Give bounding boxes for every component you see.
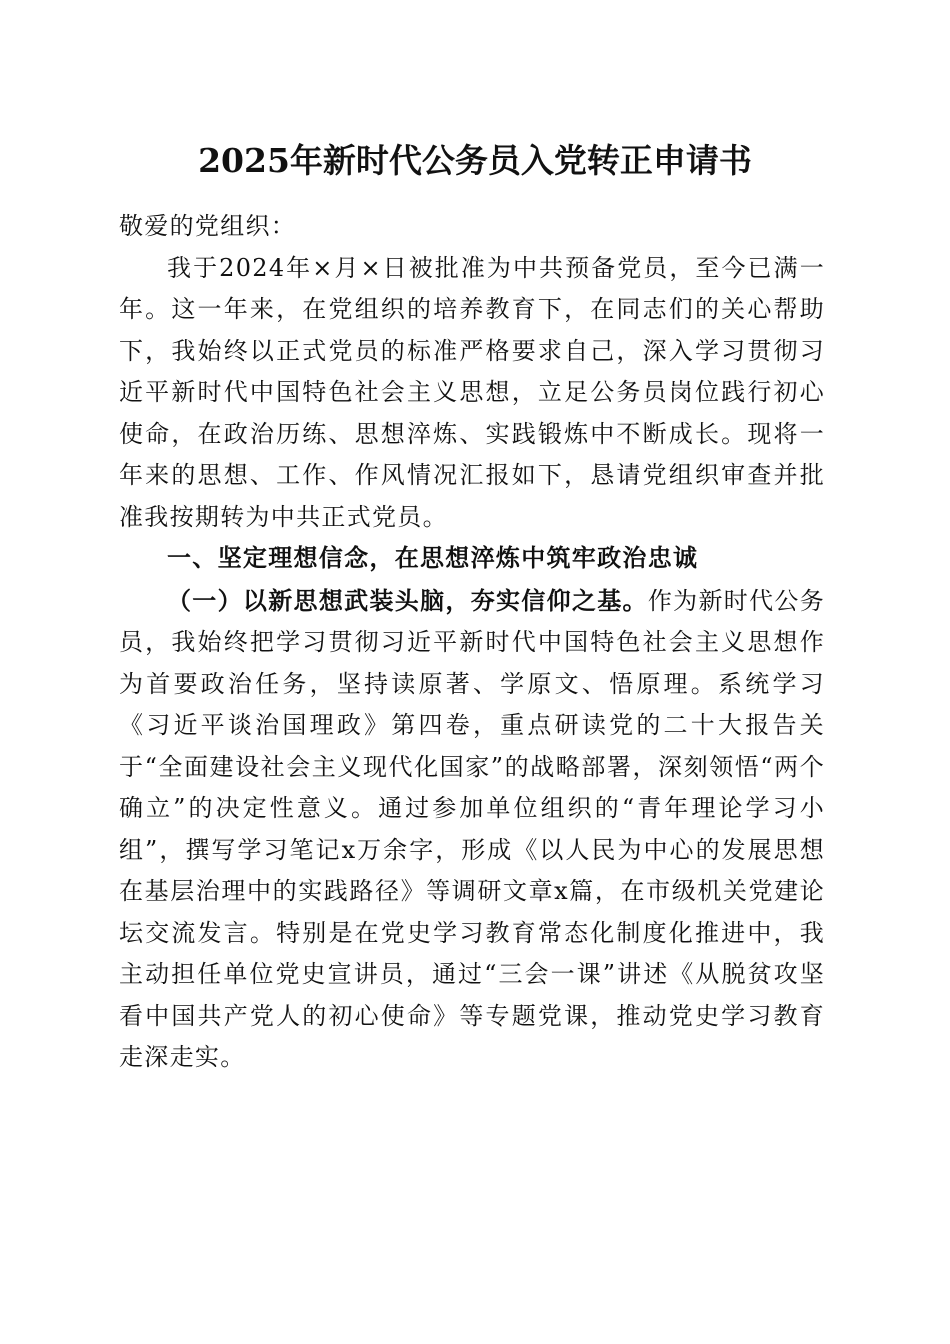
intro-paragraph: 我于2024年×月×日被批准为中共预备党员，至今已满一年。这一年来，在党组织的培养教育下，在同志们的关心帮助下，我始终以正式党员的标准严格要求自己，深入学习贯彻习近平新时代中国特色社会主义思想，立足公务员岗位践行初心使命，在政治历练、思想淬炼、实践锻炼中不断成长。现将一年来的思想、工作、作风情况汇报如下，恳请党组织审查并批准我按期转为中共正式党员。 — [119, 253, 825, 531]
section-1-1-lead: （一）以新思想武装头脑，夯实信仰之基。 — [167, 585, 648, 615]
section-heading-1: 一、坚定理想信念，在思想淬炼中筑牢政治忠诚 — [167, 544, 699, 572]
salutation: 敬爱的党组织： — [119, 212, 297, 240]
section-1-1-body: 作为新时代公务员，我始终把学习贯彻习近平新时代中国特色社会主义思想作为首要政治任务，坚持读原著、学原文、悟原理。系统学习《习近平谈治国理政》第四卷，重点研读党的二十大报告关于“全面建设社会主义现代化国家”的战略部署，深刻领悟“两个确立”的决定性意义。通过参加单位组织的“青年理论学习小组”，撰写学习笔记x万余字，形成《以人民为中心的发展思想在基层治理中的实践路径》等调研文章x篇，在市级机关党建论坛交流发言。特别是在党史学习教育常态化制度化推进中，我主动担任单位党史宣讲员，通过“三会一课”讲述《从脱贫攻坚看中国共产党人的初心使命》等专题党课，推动党史学习教育走深走实。 — [119, 586, 825, 1071]
document-body — [119, 206, 825, 1079]
section-1-1-paragraph — [119, 580, 825, 1079]
document-title: 2025年新时代公务员入党转正申请书 — [198, 141, 752, 180]
